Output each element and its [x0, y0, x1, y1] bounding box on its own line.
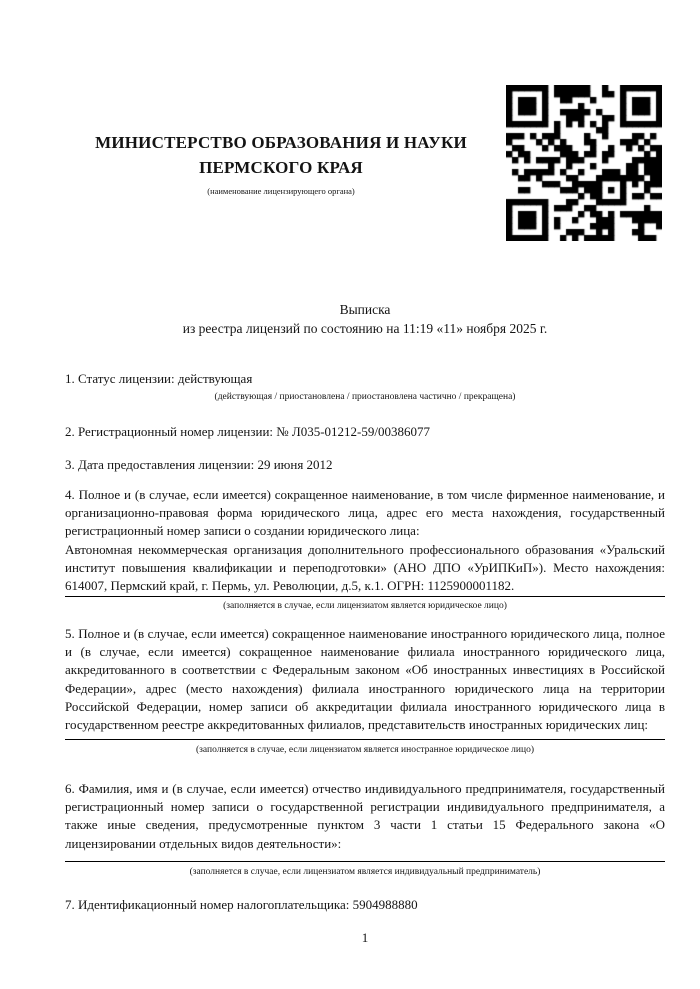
- issuer-name-line2: ПЕРМСКОГО КРАЯ: [199, 158, 363, 177]
- item-7-taxpayer-id: 7. Идентификационный номер налогоплательщика: 5904988880: [65, 897, 418, 912]
- item-4-fill-rule: [65, 596, 665, 597]
- item-1-status-options-caption: (действующая / приостановлена / приостановлена частично / прекращена): [214, 392, 516, 402]
- page-number: 1: [361, 930, 369, 945]
- item-6-fill-rule: [65, 861, 665, 862]
- item-3-grant-date: 3. Дата предоставления лицензии: 29 июня 2012: [65, 457, 333, 472]
- item-4-caption: (заполняется в случае, если лицензиатом является юридическое лицо): [223, 601, 507, 611]
- item-4-legal-entity: [65, 486, 665, 595]
- document-title: [65, 301, 665, 338]
- item-6-caption: (заполняется в случае, если лицензиатом является индивидуальный предприниматель): [189, 867, 541, 877]
- issuer-name-line1: МИНИСТЕРСТВО ОБРАЗОВАНИЯ И НАУКИ: [95, 133, 467, 152]
- item-5-fill-rule: [65, 739, 665, 740]
- item-5-caption: (заполняется в случае, если лицензиатом является иностранное юридическое лицо): [196, 745, 534, 755]
- item-4-label: 4. Полное и (в случае, если имеется) сокращенное наименование, в том числе фирменное наименование, и организационно-правовая форма юридического лица, адрес его места нахождения, государственный регистрационный номер записи о создании юридического лица:: [65, 487, 665, 539]
- issuer-caption: (наименование лицензирующего органа): [207, 186, 355, 196]
- item-1-license-status: 1. Статус лицензии: действующая: [65, 371, 253, 386]
- qr-code-icon: [506, 85, 662, 241]
- item-4-value: Автономная некоммерческая организация дополнительного профессионального образования «Уральский институт повышения квалификации и переподготовки» (АНО ДПО «УрИПКиП»). Место нахождения: 614007, Пермский край, г. Пермь, ул. Революции, д.5, к.1. ОГРН: 1125900001182.: [65, 541, 665, 594]
- item-6-entrepreneur: 6. Фамилия, имя и (в случае, если имеется) отчество индивидуального предпринимателя, государственный регистрационный номер записи о государственной регистрации индивидуального предпринимателя, а также иные сведения, предусмотренные пунктом 3 части 1 статьи 15 Федерального закона «О лицензировании отдельных видов деятельности»:: [65, 781, 665, 851]
- document-title-line1: Выписка: [339, 302, 391, 317]
- issuer-header: [65, 130, 497, 197]
- document-title-line2: из реестра лицензий по состоянию на 11:19 «11» ноября 2025 г.: [182, 320, 548, 336]
- item-5-foreign-entity: 5. Полное и (в случае, если имеется) сокращенное наименование иностранного юридического лица, полное и (в случае, если имеется) сокращенное наименование филиала иностранного юридического лица, аккредитованного в соответствии с Федеральным законом «Об иностранных инвестициях в Российской Федерации», адрес (место нахождения) филиала иностранного юридического лица на территории Российской Федерации, номер записи об аккредитации филиала иностранного юридического лица в государственном реестре аккредитованных филиалов, представительств иностранных юридических лиц:: [65, 626, 665, 733]
- item-2-registration-number: 2. Регистрационный номер лицензии: № Л035-01212-59/00386077: [65, 424, 431, 439]
